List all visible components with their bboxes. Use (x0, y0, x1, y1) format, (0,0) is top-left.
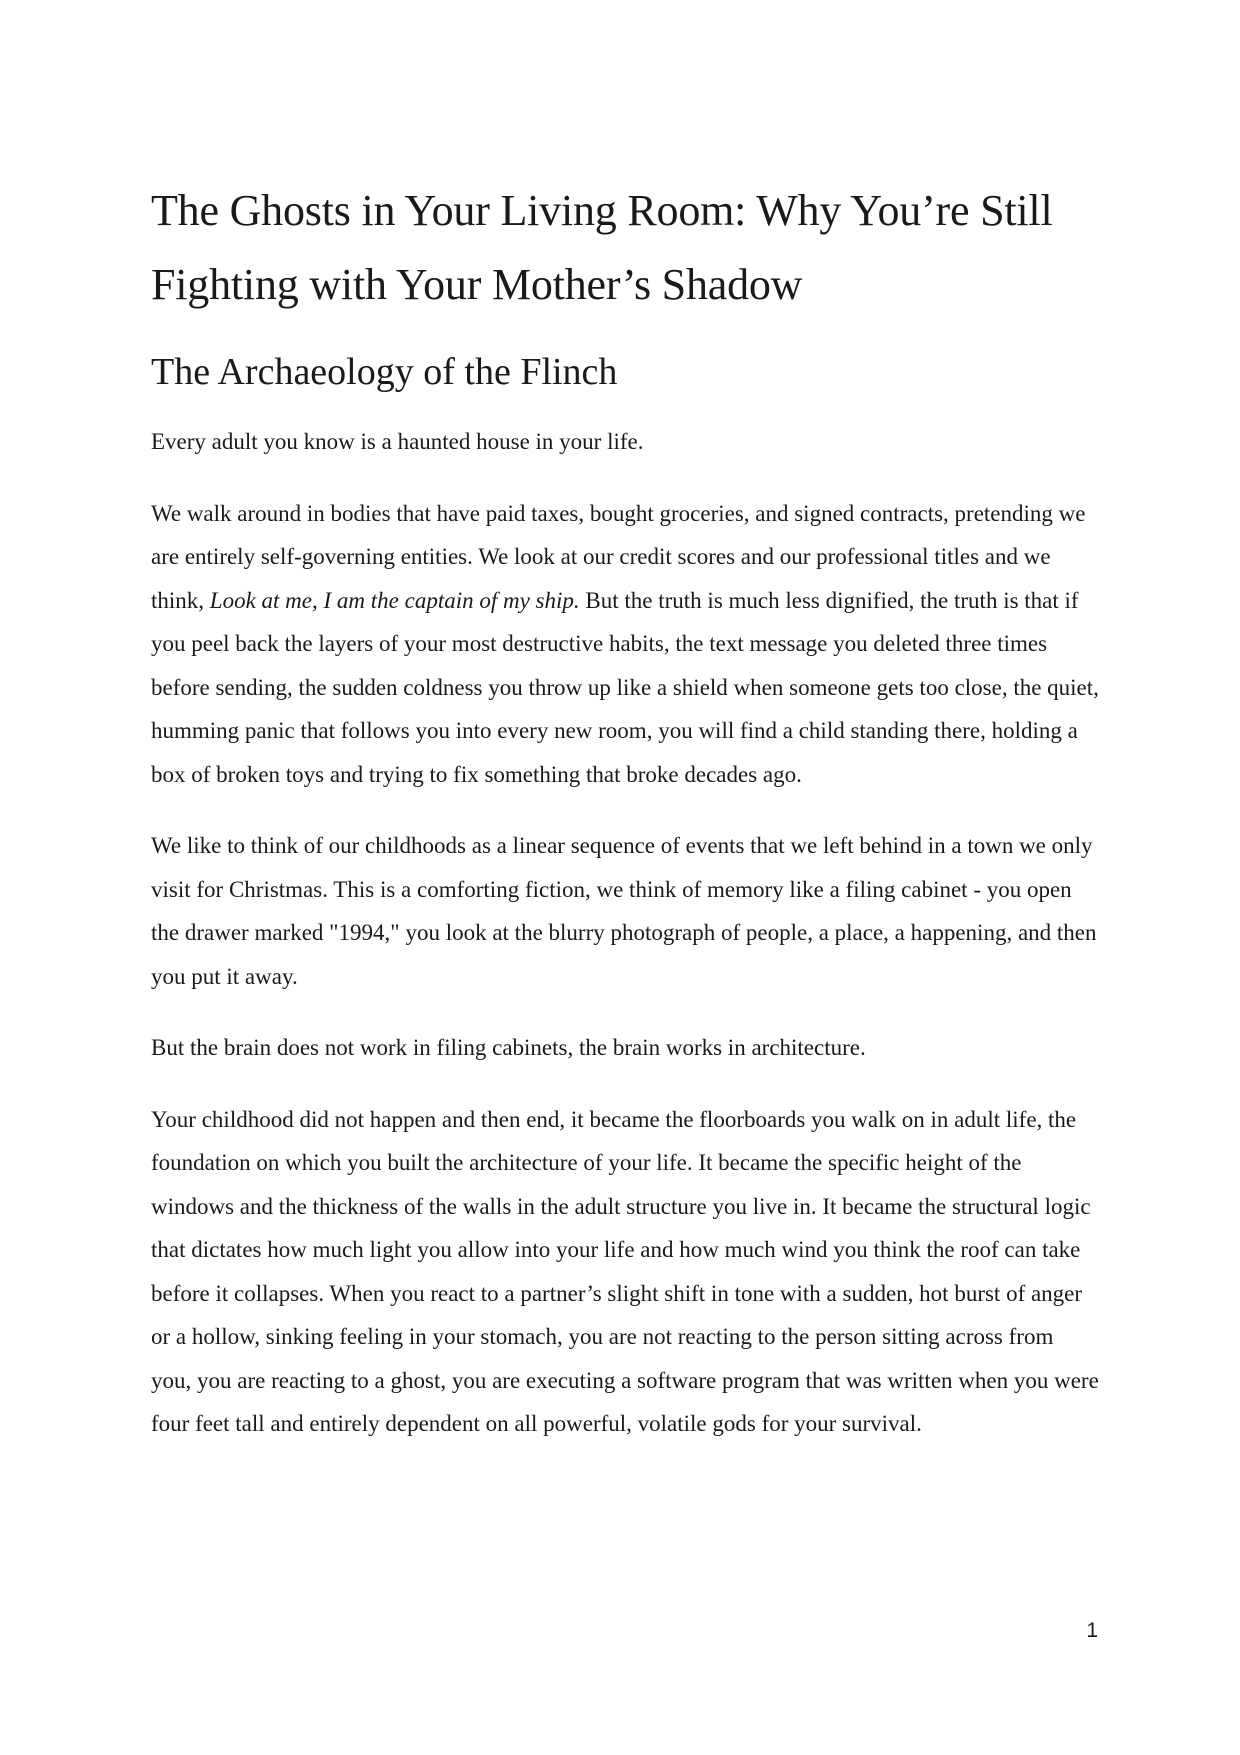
paragraph-2-italic-phrase: Look at me, I am the captain of my ship. (209, 587, 580, 613)
paragraph-3: We like to think of our childhoods as a linear sequence of events that we left behind in a town we only visit for Christmas. This is a comforting fiction, we think of memory like a filing cabinet - you open the drawer marked "1994," you look at the blurry photograph of people, a place, a happening, and then you put it away. (151, 833, 1097, 989)
paragraph-4: But the brain does not work in filing cabinets, the brain works in architecture. (151, 1035, 866, 1060)
section-heading: The Archaeology of the Flinch (151, 351, 618, 393)
page-content (151, 174, 1099, 1446)
document-title: The Ghosts in Your Living Room: Why You’re Still Fighting with Your Mother’s Shadow (151, 186, 1053, 309)
paragraph-2-text-after: But the truth is much less dignified, the truth is that if you peel back the layers of your most destructive habits, the text message you deleted three times before sending, the sudden coldness you throw up like a shield when someone gets too close, the quiet, humming panic that follows you into every new room, you will find a child standing there, holding a box of broken toys and trying to fix something that broke decades ago. (151, 587, 1099, 787)
paragraph-1: Every adult you know is a haunted house in your life. (151, 429, 644, 454)
page-number: 1 (1086, 1619, 1098, 1642)
paragraph-5: Your childhood did not happen and then end, it became the floorboards you walk on in adult life, the foundation on which you built the architecture of your life. It became the specific height of the windows and the thickness of the walls in the adult structure you live in. It became the structural logic that dictates how much light you allow into your life and how much wind you think the roof can take before it collapses. When you react to a partner’s slight shift in tone with a sudden, hot burst of anger or a hollow, sinking feeling in your stomach, you are not reacting to the person sitting across from you, you are reacting to a ghost, you are executing a software program that was written when you were four feet tall and entirely dependent on all powerful, volatile gods for your survival. (151, 1106, 1099, 1436)
paragraph-2 (151, 492, 1099, 797)
paragraph-2-text-before: We walk around in bodies that have paid taxes, bought groceries, and signed contracts, pretending we are entirely self-governing entities. We look at our credit scores and our professional titles and we think, (151, 500, 1086, 613)
